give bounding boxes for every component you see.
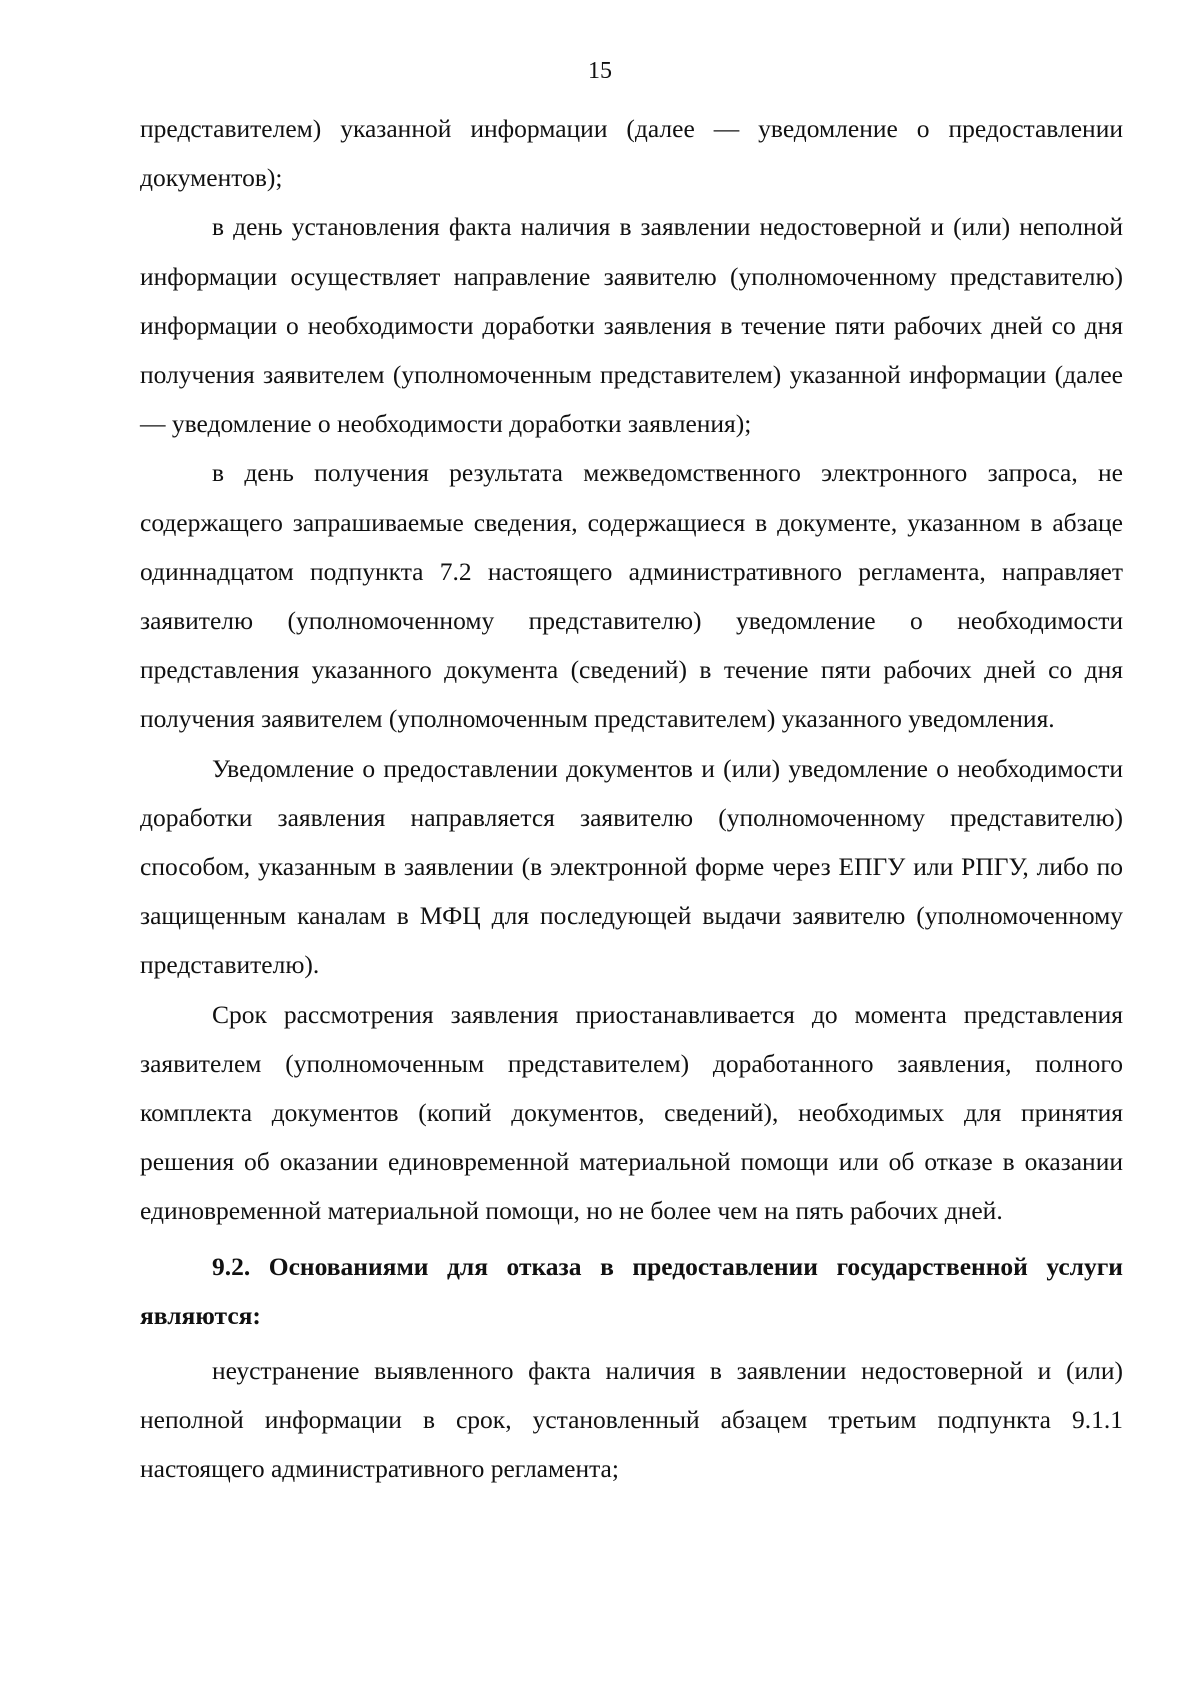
paragraph-continuation: представителем) указанной информации (далее — уведомление о предоставлении документов); bbox=[140, 114, 1123, 193]
paragraph-notification-method: Уведомление о предоставлении документов и (или) уведомление о необходимости доработки заявления направляется заявителю (уполномоченному представителю) способом, указанным в заявлении (в электронной форме через ЕПГУ или РПГУ, либо по защищенным каналам в МФЦ для последующей выдачи заявителю (уполномоченному представителю). bbox=[140, 753, 1123, 980]
page-number: 15 bbox=[588, 58, 612, 84]
page-body bbox=[140, 104, 1123, 1494]
paragraph-suspension-term: Срок рассмотрения заявления приостанавливается до момента представления заявителем (уполномоченным представителем) доработанного заявления, полного комплекта документов (копий документов, сведений), необходимых для принятия решения об оказании единовременной материальной помощи или об отказе в оказании единовременной материальной помощи, но не более чем на пять рабочих дней. bbox=[140, 999, 1123, 1226]
paragraph-refusal-ground: неустранение выявленного факта наличия в заявлении недостоверной и (или) неполной информации в срок, установленный абзацем третьим подпункта 9.1.1 настоящего административного регламента; bbox=[140, 1356, 1123, 1484]
paragraph-interagency-request: в день получения результата межведомственного электронного запроса, не содержащего запрашиваемые сведения, содержащиеся в документе, указанном в абзаце одиннадцатом подпункта 7.2 настоящего административного регламента, направляет заявителю (уполномоченному представителю) уведомление о необходимости представления указанного документа (сведений) в течение пяти рабочих дней со дня получения заявителем (уполномоченным представителем) указанного уведомления. bbox=[140, 458, 1123, 734]
section-heading-9-2: 9.2. Основаниями для отказа в предоставлении государственной услуги являются: bbox=[140, 1251, 1123, 1330]
paragraph-incomplete-info: в день установления факта наличия в заявлении недостоверной и (или) неполной информации осуществляет направление заявителю (уполномоченному представителю) информации о необходимости доработки заявления в течение пяти рабочих дней со дня получения заявителем (уполномоченным представителем) указанной информации (далее — уведомление о необходимости доработки заявления); bbox=[140, 212, 1123, 439]
